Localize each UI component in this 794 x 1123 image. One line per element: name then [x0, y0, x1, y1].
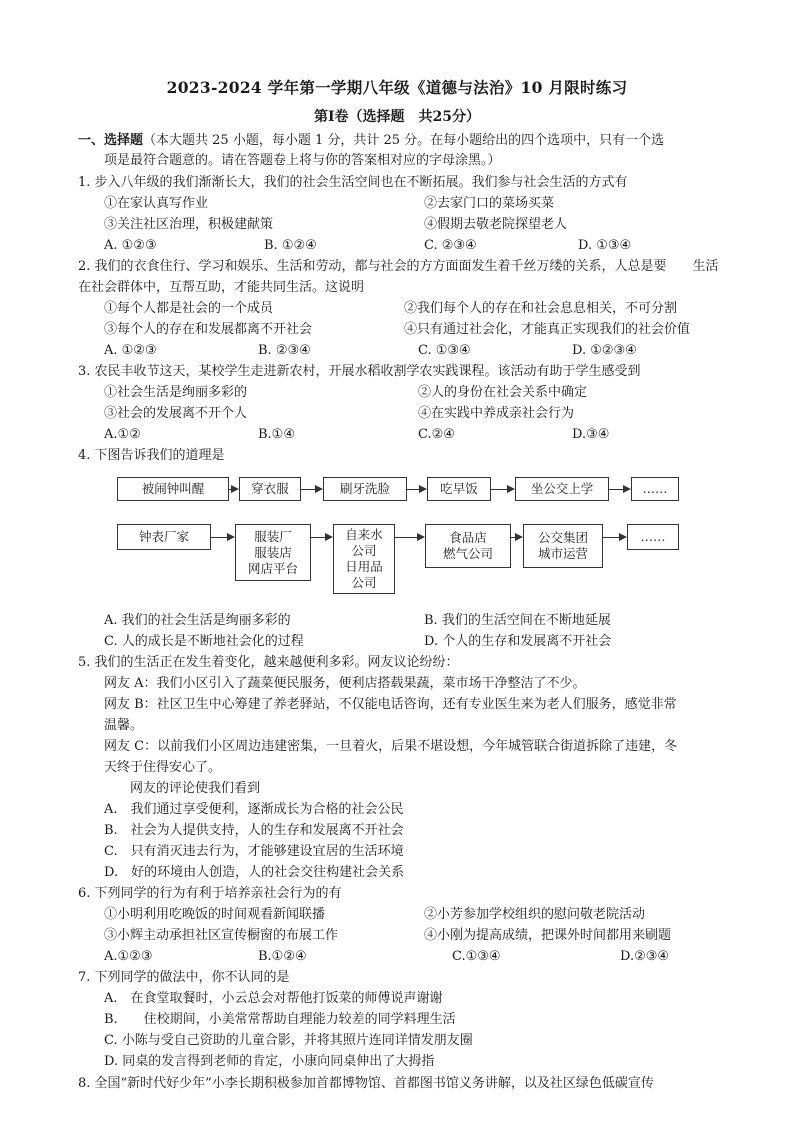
q3-statement-2: ②人的身份在社会关系中确定: [418, 385, 588, 400]
q1-option-b: B. ①②④: [264, 238, 317, 253]
q6-stem: 6. 下列同学的行为有利于培养亲社会行为的有: [78, 886, 342, 901]
q2-option-a: A. ①②③: [104, 343, 157, 358]
flow-arrow: [311, 531, 333, 543]
q5-netizen-b-line2: 温馨。: [104, 718, 144, 733]
q5-option-d: D. 好的环境由人创造，人的社会交往构建社会关系: [104, 865, 405, 880]
q5-netizen-a: 网友 A：我们小区引入了蔬菜便民服务，便利店搭载果蔬，菜市场干净整洁了不少。: [104, 676, 586, 691]
flow-arrow: [603, 531, 627, 543]
q6-statement-3: ③小辉主动承担社区宣传橱窗的布展工作: [104, 928, 339, 943]
q2-option-c: C. ①③④: [418, 343, 471, 358]
section-heading: 一、选择题: [78, 133, 144, 148]
q2-option-b: B. ②③④: [258, 343, 311, 358]
q6-option-d: D.②③④: [620, 949, 670, 964]
q4-option-d: D. 个人的生存和发展离不开社会: [424, 634, 612, 649]
flow-arrow: [511, 531, 523, 543]
flow-arrow: [491, 483, 515, 495]
q1-option-c: C. ②③④: [424, 238, 477, 253]
q1-option-d: D. ①③④: [578, 238, 632, 253]
section-instructions: [78, 132, 664, 150]
q3-statement-1: ①社会生活是绚丽多彩的: [104, 385, 248, 400]
q2-stem-line1: 2. 我们的衣食住行、学习和娱乐、生活和劳动，都与社会的方方面面发生着千丝万缕的关系，人总是要 生活: [78, 259, 719, 274]
q7-option-c: C. 小陈与受自己资助的儿童合影，并将其照片连同详情发朋友圈: [104, 1033, 473, 1048]
q2-option-d: D. ①②③④: [572, 343, 637, 358]
q1-statement-4: ④假期去敬老院探望老人: [424, 217, 568, 232]
q7-option-d: D. 同桌的发言得到老师的肯定，小康向同桌伸出了大拇指: [104, 1054, 435, 1069]
flow-box-wash: 刷牙洗脸: [323, 477, 407, 501]
q5-netizen-c-line1: 网友 C：以前我们小区周边违建密集，一旦着火，后果不堪设想，今年城管联合街道拆除了违建，冬: [104, 739, 678, 754]
q4-stem: 4. 下图告诉我们的道理是: [78, 448, 225, 463]
section-instructions-line2: 项是最符合题意的。请在答题卷上将与你的答案相对应的字母涂黑。）: [104, 153, 501, 168]
flow-arrow: [301, 483, 323, 495]
q1-option-a: A. ①②③: [104, 238, 157, 253]
flow-box-ellipsis-2: ……: [627, 524, 679, 550]
q4-option-b: B. 我们的生活空间在不断地延展: [424, 613, 611, 628]
flow-box-ellipsis: ……: [631, 477, 679, 501]
q5-netizen-c-line2: 天终于住得安心了。: [104, 760, 222, 775]
flow-arrow: [395, 531, 425, 543]
flow-arrow: [211, 531, 235, 543]
q7-stem: 7. 下列同学的做法中，你不认同的是: [78, 970, 290, 985]
q3-option-d: D.③④: [572, 427, 610, 442]
q3-option-c: C.②④: [418, 427, 455, 442]
q2-statement-2: ②我们每个人的存在和社会息息相关，不可分割: [404, 301, 678, 316]
q7-option-a: A. 在食堂取餐时，小云总会对帮他打饭菜的师傅说声谢谢: [104, 991, 443, 1006]
q5-lead: 网友的评论使我们看到: [130, 781, 261, 796]
flow-box-wake-up: 被闹钟叫醒: [117, 477, 229, 501]
q3-option-b: B.①④: [258, 427, 295, 442]
q5-stem: 5. 我们的生活正在发生着变化，越来越便利多彩。网友议论纷纷：: [78, 655, 459, 670]
q3-statement-4: ④在实践中养成亲社会行为: [418, 406, 575, 421]
q1-stem: 1. 步入八年级的我们渐渐长大，我们的社会生活空间也在不断拓展。我们参与社会生活的方式有: [78, 175, 628, 190]
q2-statement-3: ③每个人的存在和发展都离不开社会: [104, 322, 313, 337]
q2-statement-1: ①每个人都是社会的一个成员: [104, 301, 274, 316]
flow-box-bus-group: 公交集团 城市运营: [523, 524, 603, 568]
flow-arrow: [229, 483, 239, 495]
q5-netizen-b-line1: 网友 B：社区卫生中心筹建了养老驿站，不仅能电话咨询，还有专业医生来为老人们服务，感觉非常: [104, 697, 677, 712]
q6-option-a: A.①②③: [104, 949, 153, 964]
q1-statement-1: ①在家认真写作业: [104, 196, 209, 211]
q5-option-a: A. 我们通过享受便利，逐渐成长为合格的社会公民: [104, 802, 404, 817]
q2-stem-line2: 在社会群体中，互帮互助，才能共同生活。这说明: [78, 280, 365, 295]
flow-box-dress: 穿衣服: [239, 477, 301, 501]
section-instructions-line1: （本大题共 25 小题，每小题 1 分，共计 25 分。在每小题给出的四个选项中，只有一个选: [143, 133, 665, 148]
flow-box-clock-factory: 钟表厂家: [117, 524, 211, 550]
q3-statement-3: ③社会的发展离不开个人: [104, 406, 248, 421]
q3-stem: 3. 农民丰收节这天，某校学生走进新农村，开展水稻收割学农实践课程。该活动有助于学生感受到: [78, 364, 641, 379]
part-heading: 第Ⅰ卷（选择题 共25分）: [313, 109, 481, 125]
q5-option-b: B. 社会为人提供支持，人的生存和发展离不开社会: [104, 823, 404, 838]
flow-box-food-gas: 食品店 燃气公司: [425, 524, 511, 568]
flow-box-breakfast: 吃早饭: [427, 477, 491, 501]
q8-stem: 8. 全国“新时代好少年”小李长期积极参加首都博物馆、首都图书馆义务讲解，以及社区绿色低碳宣传: [78, 1076, 654, 1091]
flow-box-clothing: 服装厂 服装店 网店平台: [235, 524, 311, 581]
flow-arrow: [609, 483, 631, 495]
q4-option-c: C. 人的成长是不断地社会化的过程: [104, 634, 304, 649]
q2-statement-4: ④只有通过社会化，才能真正实现我们的社会价值: [404, 322, 691, 337]
flow-box-water-company: 自来水 公司 日用品 公司: [333, 524, 395, 594]
exam-title: 2023-2024 学年第一学期八年级《道德与法治》10 月限时练习: [166, 78, 628, 97]
q1-statement-3: ③关注社区治理，积极建献策: [104, 217, 274, 232]
q6-option-c: C.①③④: [452, 949, 501, 964]
q6-option-b: B.①②④: [258, 949, 307, 964]
q5-option-c: C. 只有消灭违去行为，才能够建设宜居的生活环境: [104, 844, 404, 859]
q4-option-a: A. 我们的社会生活是绚丽多彩的: [104, 613, 291, 628]
flow-box-bus: 坐公交上学: [515, 477, 609, 501]
q7-option-b: B. 住校期间，小美常常帮助自理能力较差的同学料理生活: [104, 1012, 456, 1027]
flow-arrow: [407, 483, 427, 495]
q6-statement-1: ①小明利用吃晚饭的时间观看新闻联播: [104, 907, 326, 922]
q1-statement-2: ②去家门口的菜场买菜: [424, 196, 555, 211]
q6-statement-4: ④小刚为提高成绩，把课外时间都用来刷题: [424, 928, 672, 943]
q3-option-a: A.①②: [104, 427, 141, 442]
q6-statement-2: ②小芳参加学校组织的慰问敬老院活动: [424, 907, 646, 922]
